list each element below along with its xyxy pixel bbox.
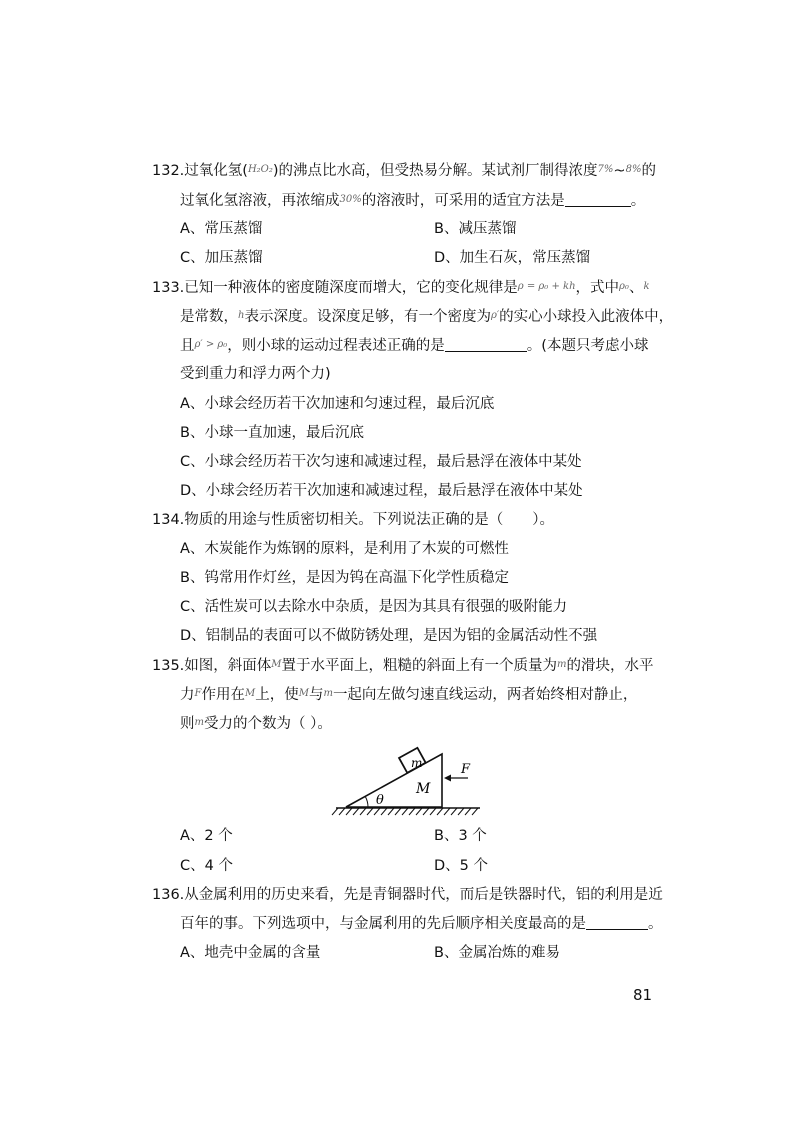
q135-line-2: 力$^F$作用在$^M$上，使$^M$与$^m$一起向左做匀速直线运动，两者始终相对静止， bbox=[180, 687, 638, 703]
q133-line-3: 且$^{\rho' > \rho_0}$，则小球的运动过程表述正确的是 。(本题只考虑小球 bbox=[180, 338, 649, 354]
ground bbox=[332, 808, 480, 815]
formula-M: M bbox=[244, 688, 256, 699]
q135-option-d: D、5 个 bbox=[434, 858, 488, 874]
q133-line-2: 是常数，$^h$表示深度。设深度足够，有一个密度为$^{\rho'}$的实心小球投入此液体中， bbox=[180, 309, 674, 325]
formula-m: m bbox=[323, 688, 333, 699]
angle-label: θ bbox=[376, 793, 384, 808]
formula-k: k bbox=[643, 281, 650, 292]
formula-rho-prime: ρ′ bbox=[490, 310, 500, 321]
formula-h2o2: H₂O₂ bbox=[247, 164, 273, 175]
formula-m: m bbox=[194, 717, 204, 728]
q132-option-c: C、加压蒸馏 bbox=[180, 250, 263, 266]
q133-option-b: B、小球一直加速，最后沉底 bbox=[180, 425, 364, 441]
answer-blank bbox=[445, 337, 527, 352]
q132-line-1: 132.过氧化氢($^{H_2O_2}$)的沸点比水高，但受热易分解。某试剂厂制得浓度$^{7\%}$~$^{8\%}$的 bbox=[152, 163, 656, 179]
formula-density-law: ρ = ρ₀ + kh bbox=[517, 281, 576, 292]
q136-option-a: A、地壳中金属的含量 bbox=[180, 945, 321, 961]
q133-option-a: A、小球会经历若干次加速和匀速过程，最后沉底 bbox=[180, 396, 495, 412]
angle-arc bbox=[365, 797, 368, 808]
q136-line-1: 136.从金属利用的历史来看，先是青铜器时代，而后是铁器时代，铝的利用是近 bbox=[152, 887, 663, 903]
q135-option-c: C、4 个 bbox=[180, 858, 233, 874]
q134-option-a: A、木炭能作为炼钢的原料，是利用了木炭的可燃性 bbox=[180, 541, 509, 557]
q135-option-a: A、2 个 bbox=[180, 828, 233, 844]
formula-rho0: ρ₀ bbox=[619, 281, 629, 292]
answer-blank bbox=[565, 192, 631, 207]
q133-line-4: 受到重力和浮力两个力) bbox=[180, 366, 331, 382]
formula-F: F bbox=[194, 688, 202, 699]
q134-option-c: C、活性炭可以去除水中杂质，是因为其具有很强的吸附能力 bbox=[180, 599, 568, 615]
q135-option-b: B、3 个 bbox=[434, 828, 487, 844]
incline-figure bbox=[330, 738, 490, 822]
q134-option-b: B、钨常用作灯丝，是因为钨在高温下化学性质稳定 bbox=[180, 570, 509, 586]
formula-M: M bbox=[271, 659, 282, 670]
q136-option-b: B、金属冶炼的难易 bbox=[434, 945, 560, 961]
formula-h: h bbox=[238, 310, 245, 321]
q133-option-c: C、小球会经历若干次匀速和减速过程，最后悬浮在液体中某处 bbox=[180, 454, 582, 470]
q136-line-2: 百年的事。下列选项中，与金属利用的先后顺序相关度最高的是 。 bbox=[180, 916, 663, 932]
q132-line-2: 过氧化氢溶液，再浓缩成$^{30\%}$的溶液时，可采用的适宜方法是 。 bbox=[180, 193, 646, 209]
formula-m: m bbox=[557, 659, 567, 670]
q133-line-1: 133.已知一种液体的密度随深度而增大，它的变化规律是$^{\rho = \rho_0 + kh}$，式中$^{\rho_0}$、$^k$ bbox=[152, 280, 650, 296]
page-number: 81 bbox=[633, 986, 653, 1004]
formula-30-percent: 30% bbox=[339, 194, 362, 205]
q133-option-d: D、小球会经历若干次加速和减速过程，最后悬浮在液体中某处 bbox=[180, 483, 583, 499]
q135-line-3: 则$^m$受力的个数为（ ）。 bbox=[180, 716, 332, 732]
block-label: m bbox=[411, 756, 423, 770]
q134-line-1: 134.物质的用途与性质密切相关。下列说法正确的是（ ）。 bbox=[152, 512, 555, 528]
formula-8-percent: 8% bbox=[625, 164, 642, 175]
force-arrowhead bbox=[444, 775, 451, 782]
q132-option-b: B、减压蒸馏 bbox=[434, 221, 517, 237]
force-label: F bbox=[461, 762, 471, 777]
q132-option-a: A、常压蒸馏 bbox=[180, 221, 263, 237]
q135-line-1: 135.如图，斜面体$^M$置于水平面上，粗糙的斜面上有一个质量为$^m$的滑块，水平 bbox=[152, 658, 654, 674]
formula-condition: ρ′ > ρ₀ bbox=[194, 339, 228, 350]
formula-7-percent: 7% bbox=[597, 164, 614, 175]
wedge-label: M bbox=[416, 781, 431, 797]
formula-M: M bbox=[298, 688, 309, 699]
q134-option-d: D、铝制品的表面可以不做防锈处理，是因为铝的金属活动性不强 bbox=[180, 628, 598, 644]
answer-blank bbox=[586, 915, 648, 930]
q132-option-d: D、加生石灰，常压蒸馏 bbox=[434, 250, 591, 266]
